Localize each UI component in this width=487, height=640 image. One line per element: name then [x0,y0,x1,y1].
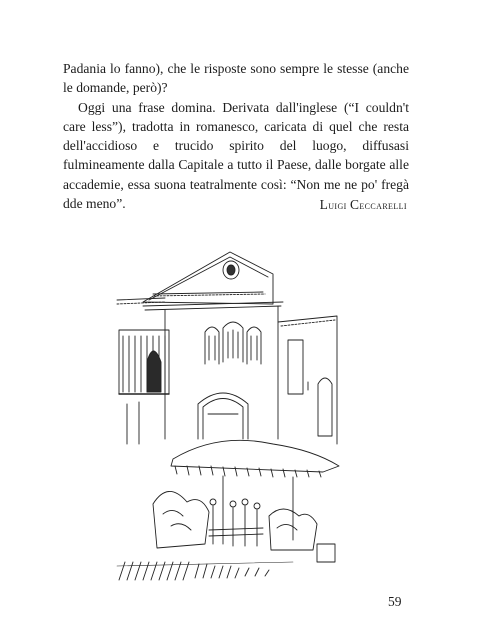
right-building [278,316,337,444]
left-building-with-gate [117,298,169,444]
foreground-hatching [117,562,293,580]
piazza-sketch-illustration [113,244,343,586]
signature-first-rest: uigi [328,200,347,212]
crowd-and-fountain [153,491,335,562]
paragraph-2: Oggi una frase domina. Derivata dall'inglese (“I couldn't care less”), tradotta in romanesco, caricata di quel che resta dell'accidioso e trucido spirito del luogo, diffusasi fulmineamente dalla Capitale a tutto il Paese, dalle borgate alle accademie, essa suona teatralmente così: “Non me ne po' fregà dde meno”. [63,99,409,212]
page-number: 59 [388,594,402,609]
paragraph-1: Padania lo fanno), che le risposte sono sempre le stesse (anche le domande, però)? [63,61,409,96]
body-text [63,59,409,213]
signature-last-rest: eccarelli [359,200,407,212]
signature-initial-last: C [349,197,360,212]
author-signature [320,197,407,213]
signature-initial-first: L [319,197,329,212]
church-facade [143,252,283,439]
